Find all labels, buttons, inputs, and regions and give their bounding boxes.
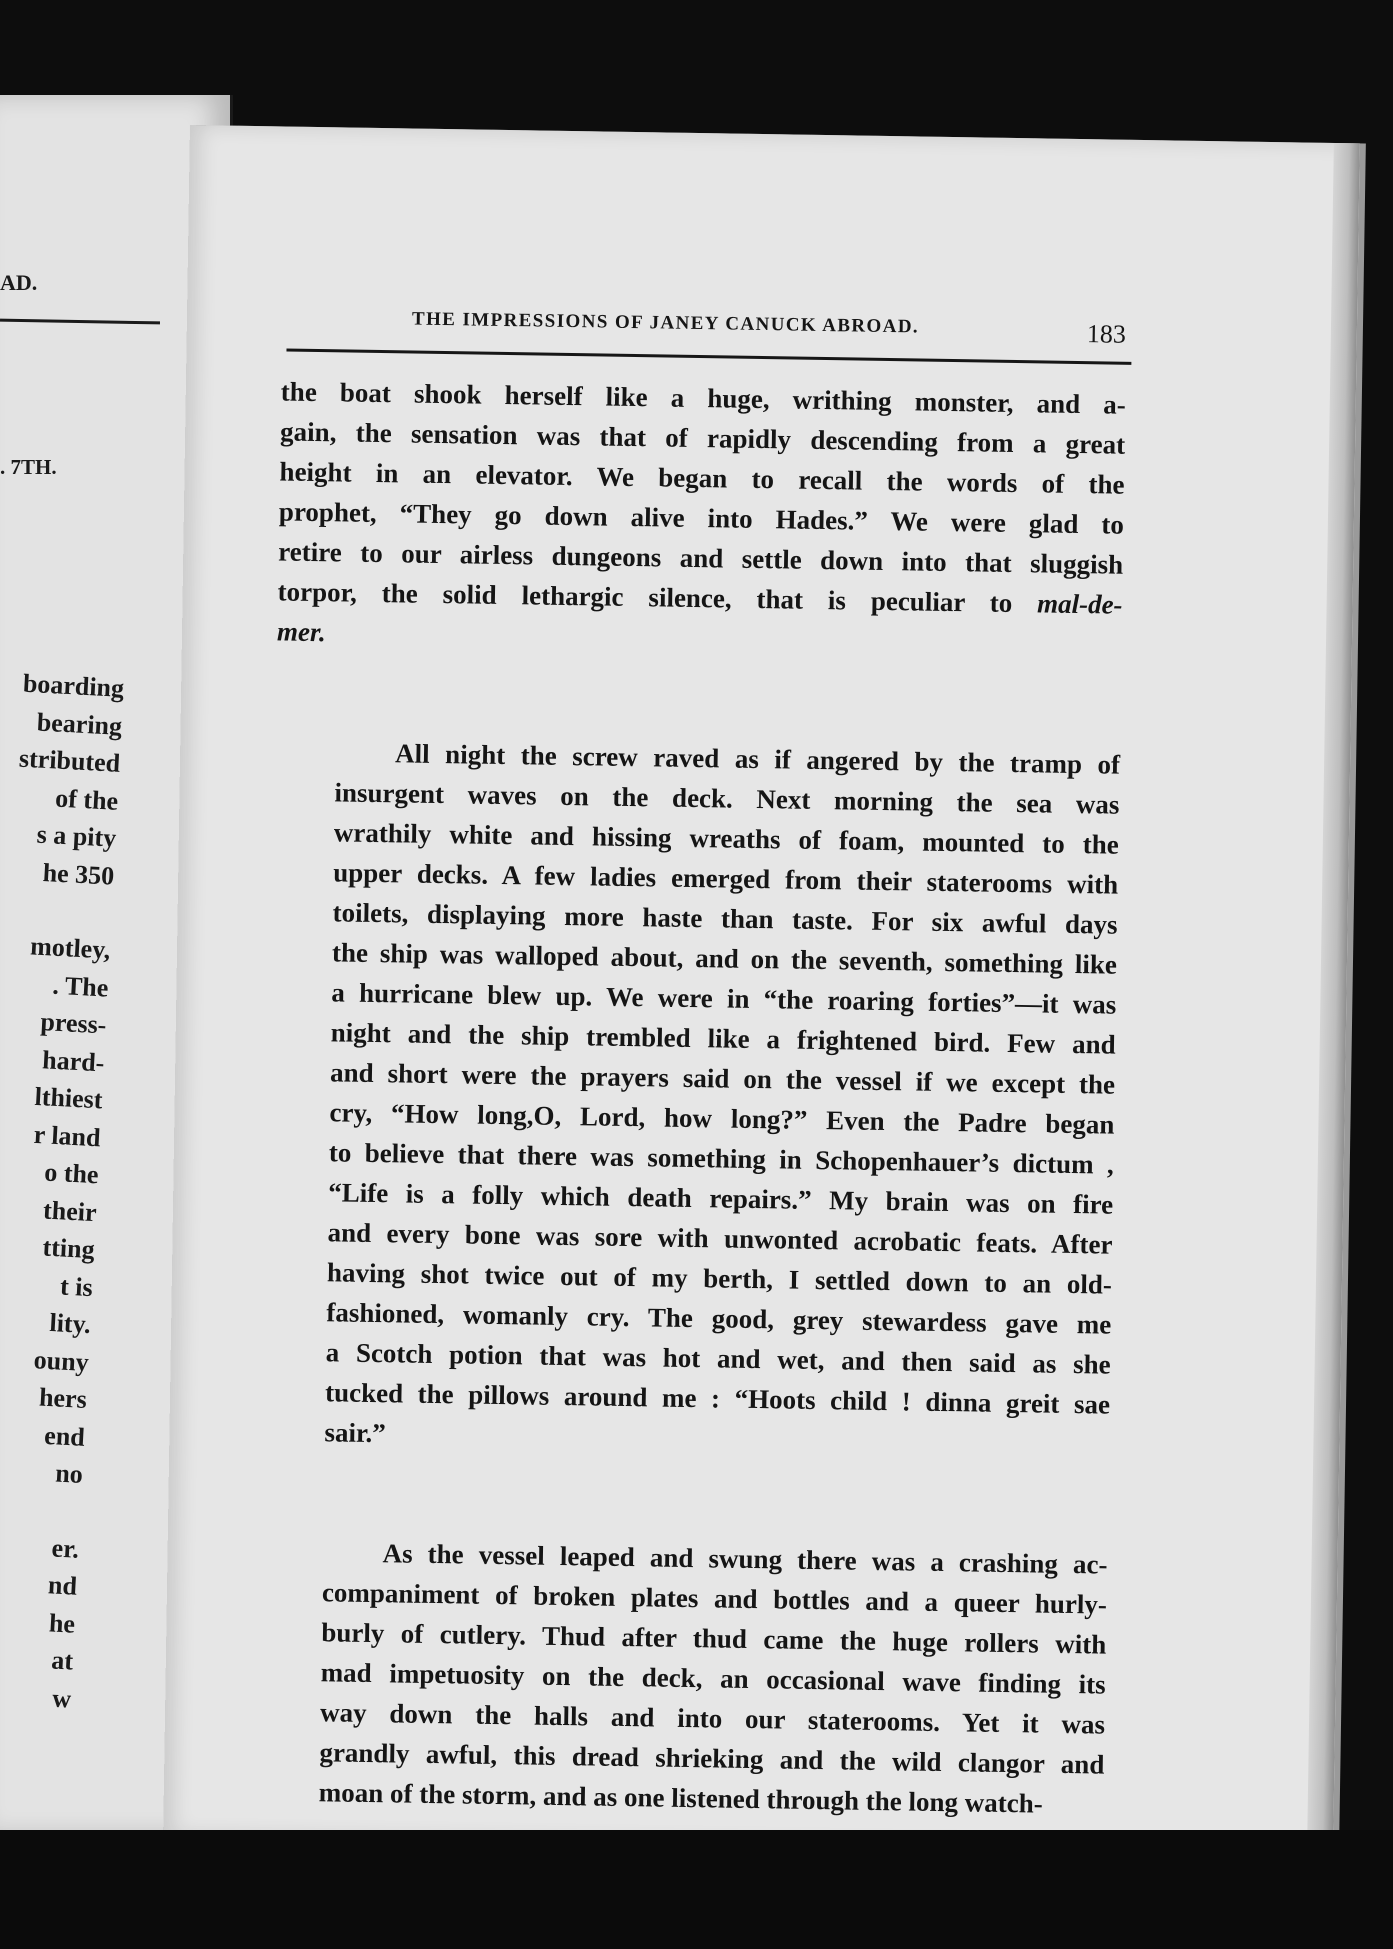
left-line-fragment: r land [33,1119,102,1152]
left-date-fragment: . 7TH. [0,455,57,479]
body-text [257,371,1126,1853]
left-line-fragment: w [51,1683,72,1714]
text-line: upper decks. A few ladies emerged from their staterooms with [333,857,1119,900]
text-line: burly of cutlery. Thud after thud came the huge rollers with [321,1617,1107,1660]
text-line: a hurricane blew up. We were in “the roaring forties”—it was [331,977,1117,1020]
left-line-fragment: hers [38,1382,88,1414]
text-line: insurgent waves on the deck. Next morning the sea was [334,777,1120,820]
text-line: sair.” [324,1417,386,1449]
text-line: gain, the sensation was that of rapidly descending from a great [279,416,1126,460]
left-line-fragment: lthiest [33,1081,104,1115]
left-line-fragment: at [50,1645,74,1676]
text-line: grandly awful, this dread shrieking and the wild clangor and [319,1737,1105,1780]
left-line-fragment: ouny [33,1344,90,1377]
left-line-fragment: their [42,1194,98,1227]
left-line-fragment: he [48,1607,76,1639]
text-line: fashioned, womanly cry. The good, grey stewardess gave me [326,1297,1112,1340]
paragraph [264,731,1120,1464]
paragraph [259,1531,1108,1824]
paragraph [277,371,1126,664]
text-line: and every bone was sore with unwonted acrobatic feats. After [327,1217,1113,1260]
left-line-fragment: nd [47,1570,78,1601]
text-line: a Scotch potion that was hot and wet, and then said as she [325,1337,1111,1380]
left-line-fragment: hard- [41,1044,106,1077]
head-rule [286,349,1131,365]
left-line-fragment: of the [54,783,119,816]
left-line-fragment: s a pity [36,819,117,853]
left-head-rule [0,319,160,325]
text-line: retire to our airless dungeons and settle down into that sluggish [278,536,1124,580]
left-line-fragment: o the [43,1157,100,1190]
text-line: the boat shook herself like a huge, writhing monster, and a- [280,376,1126,420]
text-line: wrathily white and hissing wreaths of foam, mounted to the [333,817,1120,860]
text-line: way down the halls and into our staterooms. Yet it was [319,1697,1106,1740]
bottom-shadow [0,1830,1393,1949]
left-line-fragment: he 350 [42,857,115,891]
text-line: companiment of broken plates and bottles and a queer hurly- [321,1577,1108,1620]
left-line-fragment: motley, [29,931,112,965]
text-line: As the vessel leaped and swung there was a crashing ac- [382,1538,1108,1580]
left-line-fragment: bearing [36,706,123,741]
right-page [163,125,1360,1853]
text-line: moan of the storm, and as one listened through the long watch- [318,1777,1044,1819]
text-line: to believe that there was something in Schopenhauer’s dictum , [328,1137,1115,1180]
text-line: mad impetuosity on the deck, an occasional wave finding its [320,1657,1106,1700]
text-line: mer. [276,616,327,648]
left-line-fragment: no [54,1458,84,1489]
fragment-gap [0,1487,82,1530]
text-line: prophet, “They go down alive into Hades.” We were glad to [278,496,1125,540]
text-line: and short were the prayers said on the vessel if we except the [329,1057,1116,1100]
left-text-fragments [0,663,125,1717]
running-head: THE IMPRESSIONS OF JANEY CANUCK ABROAD. [411,308,920,338]
text-line: toilets, displaying more haste than taste. For six awful days [332,897,1118,940]
left-line-fragment: stributed [18,743,121,778]
text-line: cry, “How long,O, Lord, how long?” Even the Padre began [329,1097,1115,1140]
text-line: “Life is a folly which death repairs.” My brain was on fire [328,1177,1114,1220]
left-running-head-fragment: AD. [0,270,38,295]
text-line: torpor, the solid lethargic silence, that is peculiar to mal-de- [277,576,1123,620]
left-line-fragment: end [43,1420,86,1452]
left-line-fragment: t is [59,1270,94,1302]
fragment-gap [0,888,113,931]
left-line-fragment: boarding [22,668,125,703]
left-line-fragment: er. [51,1532,80,1564]
text-line: tucked the pillows around me : “Hoots child ! dinna greit sae [324,1377,1111,1420]
text-line: night and the ship trembled like a frightened bird. Few and [330,1017,1116,1060]
text-line: having shot twice out of my berth, I settled down to an old- [326,1257,1113,1300]
left-line-fragment: tting [41,1232,96,1265]
left-line-fragment: press- [39,1007,108,1040]
text-line: All night the screw raved as if angered by the tramp of [394,738,1121,780]
left-line-fragment: lity. [48,1307,92,1340]
text-line: the ship was walloped about, and on the seventh, something like [331,937,1118,980]
page-number: 183 [1086,319,1127,349]
page-edge [1307,143,1360,1853]
text-line: height in an elevator. We began to recall the words of the [279,456,1125,500]
left-line-fragment: . The [51,970,110,1003]
